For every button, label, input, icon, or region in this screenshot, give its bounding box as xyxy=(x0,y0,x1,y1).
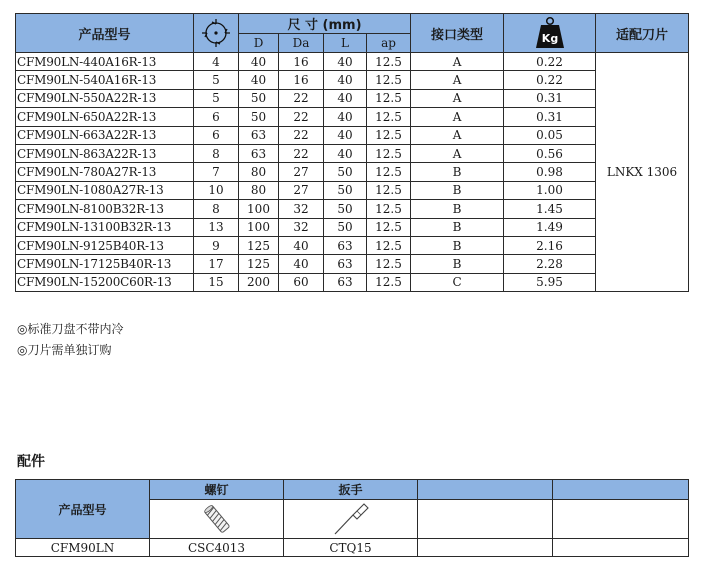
note-no-coolant: ◎标准刀盘不带内冷 xyxy=(17,322,124,336)
table-row xyxy=(16,108,689,126)
table-row xyxy=(16,71,689,89)
acc-empty-value-2 xyxy=(553,539,689,557)
cell-da: 22 xyxy=(279,144,324,162)
cell-da: 16 xyxy=(279,71,324,89)
cell-d: 200 xyxy=(239,273,279,291)
acc-wrench-value: CTQ15 xyxy=(284,539,418,557)
cell-z: 10 xyxy=(194,181,239,199)
weight-label: Kg xyxy=(541,32,558,45)
screw-icon xyxy=(202,503,232,535)
cell-kg: 1.00 xyxy=(504,181,596,199)
table-row xyxy=(16,126,689,144)
acc-screw-value: CSC4013 xyxy=(150,539,284,557)
cell-da: 27 xyxy=(279,181,324,199)
header-dimensions: 尺 寸 (mm) xyxy=(239,14,411,34)
cell-d: 63 xyxy=(239,144,279,162)
table-row xyxy=(16,53,689,71)
cell-d: 40 xyxy=(239,53,279,71)
header-interface-type: 接口类型 xyxy=(411,14,504,53)
cell-d: 100 xyxy=(239,218,279,236)
cell-l: 50 xyxy=(324,181,367,199)
acc-empty-cell-1 xyxy=(418,500,553,539)
cell-ap: 12.5 xyxy=(367,126,411,144)
cell-type: A xyxy=(411,144,504,162)
cell-l: 50 xyxy=(324,163,367,181)
cell-ap: 12.5 xyxy=(367,53,411,71)
acc-header-screw: 螺钉 xyxy=(150,480,284,500)
cell-z: 7 xyxy=(194,163,239,181)
cell-l: 63 xyxy=(324,236,367,254)
acc-header-empty-2 xyxy=(553,480,689,500)
cell-z: 5 xyxy=(194,71,239,89)
cell-ap: 12.5 xyxy=(367,108,411,126)
table-row xyxy=(16,144,689,162)
cell-z: 15 xyxy=(194,273,239,291)
cell-d: 100 xyxy=(239,200,279,218)
cell-type: A xyxy=(411,89,504,107)
cell-ap: 12.5 xyxy=(367,181,411,199)
cell-z: 5 xyxy=(194,89,239,107)
acc-header-empty-1 xyxy=(418,480,553,500)
cell-l: 40 xyxy=(324,89,367,107)
cell-l: 63 xyxy=(324,255,367,273)
cell-d: 50 xyxy=(239,89,279,107)
table-row xyxy=(16,273,689,291)
cell-kg: 0.22 xyxy=(504,53,596,71)
cell-kg: 5.95 xyxy=(504,273,596,291)
cell-type: A xyxy=(411,126,504,144)
cell-ap: 12.5 xyxy=(367,255,411,273)
table-row xyxy=(16,236,689,254)
cell-ap: 12.5 xyxy=(367,71,411,89)
header-model: 产品型号 xyxy=(16,14,194,53)
cell-l: 63 xyxy=(324,273,367,291)
cell-kg: 1.49 xyxy=(504,218,596,236)
cell-model: CFM90LN-15200C60R-13 xyxy=(16,273,194,291)
cell-model: CFM90LN-663A22R-13 xyxy=(16,126,194,144)
table-row xyxy=(16,218,689,236)
cell-ap: 12.5 xyxy=(367,163,411,181)
cell-l: 40 xyxy=(324,53,367,71)
cell-kg: 2.28 xyxy=(504,255,596,273)
cell-l: 40 xyxy=(324,71,367,89)
spec-table-body xyxy=(16,53,689,292)
header-ap: ap xyxy=(367,34,411,53)
cell-da: 32 xyxy=(279,200,324,218)
cell-da: 40 xyxy=(279,236,324,254)
cell-l: 50 xyxy=(324,218,367,236)
table-row xyxy=(16,89,689,107)
cell-type: B xyxy=(411,236,504,254)
cell-l: 40 xyxy=(324,126,367,144)
cell-ap: 12.5 xyxy=(367,200,411,218)
weight-kg-icon xyxy=(504,14,596,53)
cell-d: 40 xyxy=(239,71,279,89)
cell-type: A xyxy=(411,108,504,126)
wrench-image-cell xyxy=(284,500,418,539)
screw-image-cell xyxy=(150,500,284,539)
acc-header-wrench: 扳手 xyxy=(284,480,418,500)
cell-model: CFM90LN-780A27R-13 xyxy=(16,163,194,181)
cutter-teeth-icon xyxy=(194,14,239,53)
cell-ap: 12.5 xyxy=(367,273,411,291)
table-row xyxy=(16,200,689,218)
header-blade: 适配刀片 xyxy=(596,14,689,53)
cell-da: 60 xyxy=(279,273,324,291)
cell-kg: 0.05 xyxy=(504,126,596,144)
cell-z: 4 xyxy=(194,53,239,71)
cell-kg: 0.31 xyxy=(504,108,596,126)
cell-ap: 12.5 xyxy=(367,89,411,107)
table-row xyxy=(16,255,689,273)
cell-kg: 0.22 xyxy=(504,71,596,89)
cell-l: 40 xyxy=(324,144,367,162)
cell-model: CFM90LN-550A22R-13 xyxy=(16,89,194,107)
cell-l: 40 xyxy=(324,108,367,126)
acc-empty-cell-2 xyxy=(553,500,689,539)
accessories-table xyxy=(15,479,689,557)
cell-kg: 0.31 xyxy=(504,89,596,107)
cell-model: CFM90LN-17125B40R-13 xyxy=(16,255,194,273)
cell-z: 8 xyxy=(194,144,239,162)
blade-value: LNKX 1306 xyxy=(596,53,689,292)
cell-d: 50 xyxy=(239,108,279,126)
cell-da: 22 xyxy=(279,89,324,107)
cell-type: A xyxy=(411,53,504,71)
cell-d: 125 xyxy=(239,236,279,254)
cell-model: CFM90LN-440A16R-13 xyxy=(16,53,194,71)
cell-z: 9 xyxy=(194,236,239,254)
header-da: Da xyxy=(279,34,324,53)
cell-d: 80 xyxy=(239,163,279,181)
cell-ap: 12.5 xyxy=(367,218,411,236)
cell-type: C xyxy=(411,273,504,291)
cell-model: CFM90LN-13100B32R-13 xyxy=(16,218,194,236)
cell-da: 16 xyxy=(279,53,324,71)
cell-da: 22 xyxy=(279,108,324,126)
cell-z: 8 xyxy=(194,200,239,218)
cutter-spec-table xyxy=(15,13,689,292)
cell-model: CFM90LN-9125B40R-13 xyxy=(16,236,194,254)
table-row xyxy=(16,181,689,199)
accessories-title: 配件 xyxy=(17,454,45,470)
cell-type: B xyxy=(411,200,504,218)
cell-kg: 1.45 xyxy=(504,200,596,218)
cell-type: A xyxy=(411,71,504,89)
cell-da: 40 xyxy=(279,255,324,273)
cell-d: 80 xyxy=(239,181,279,199)
header-l: L xyxy=(324,34,367,53)
acc-empty-value-1 xyxy=(418,539,553,557)
cell-model: CFM90LN-650A22R-13 xyxy=(16,108,194,126)
cell-type: B xyxy=(411,181,504,199)
cell-z: 13 xyxy=(194,218,239,236)
cell-model: CFM90LN-1080A27R-13 xyxy=(16,181,194,199)
cell-model: CFM90LN-540A16R-13 xyxy=(16,71,194,89)
acc-model-value: CFM90LN xyxy=(16,539,150,557)
table-row xyxy=(16,163,689,181)
cell-z: 17 xyxy=(194,255,239,273)
cell-kg: 2.16 xyxy=(504,236,596,254)
cell-type: B xyxy=(411,163,504,181)
cell-kg: 0.56 xyxy=(504,144,596,162)
cell-z: 6 xyxy=(194,108,239,126)
cell-type: B xyxy=(411,218,504,236)
screwdriver-icon xyxy=(331,501,371,537)
cell-ap: 12.5 xyxy=(367,144,411,162)
cell-kg: 0.98 xyxy=(504,163,596,181)
header-d: D xyxy=(239,34,279,53)
cell-da: 27 xyxy=(279,163,324,181)
cell-z: 6 xyxy=(194,126,239,144)
cell-d: 125 xyxy=(239,255,279,273)
cell-model: CFM90LN-8100B32R-13 xyxy=(16,200,194,218)
cell-d: 63 xyxy=(239,126,279,144)
note-blade-separate: ◎刀片需单独订购 xyxy=(17,343,112,357)
cell-type: B xyxy=(411,255,504,273)
cell-da: 22 xyxy=(279,126,324,144)
cell-model: CFM90LN-863A22R-13 xyxy=(16,144,194,162)
cell-l: 50 xyxy=(324,200,367,218)
cell-ap: 12.5 xyxy=(367,236,411,254)
acc-header-model: 产品型号 xyxy=(16,480,150,539)
cell-da: 32 xyxy=(279,218,324,236)
